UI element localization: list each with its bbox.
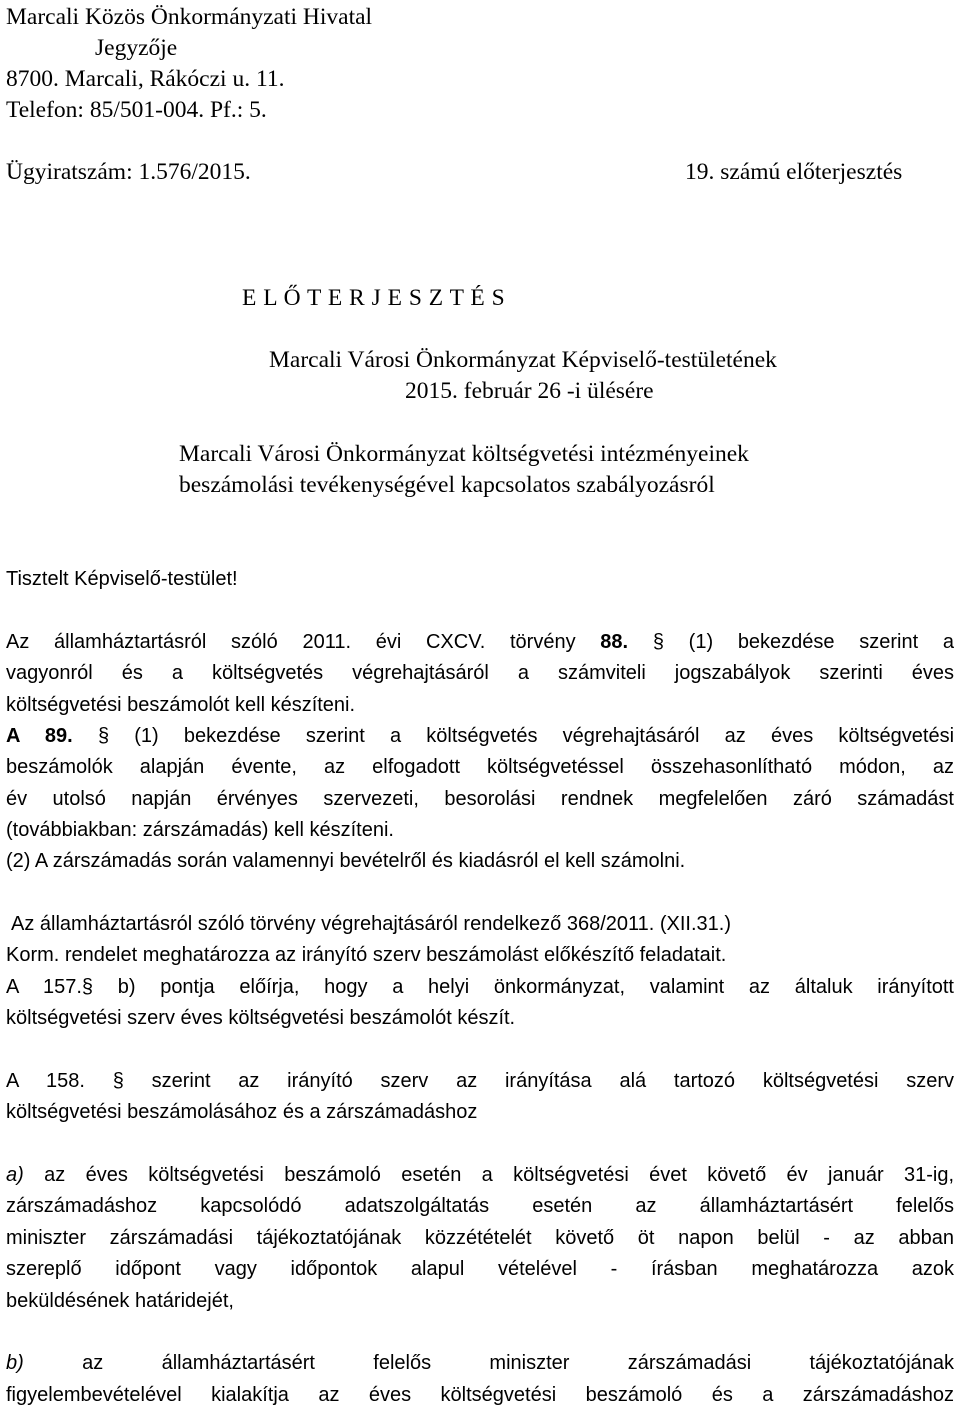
item-a-line-3: miniszter zárszámadási tájékoztatójának közzétételét követő öt napon belül - az abban	[6, 1227, 954, 1249]
para2-text: § (1) bekezdése szerint a költségvetés végrehajtásáról az éves költségvetési	[97, 725, 955, 747]
item-a-text: az éves költségvetési beszámoló esetén a költségvetési évet követő év január 31-ig,	[44, 1164, 954, 1186]
item-b-text: az államháztartásért felelős miniszter zárszámadási tájékoztatójának	[82, 1352, 954, 1374]
para4-line-2: költségvetési beszámolásához és a zárszámadáshoz	[6, 1101, 478, 1123]
office-phone: Telefon: 85/501-004. Pf.: 5.	[6, 97, 267, 123]
office-role: Jegyzője	[95, 35, 178, 61]
office-name: Marcali Közös Önkormányzati Hivatal	[6, 4, 373, 30]
case-number: Ügyiratszám: 1.576/2015.	[6, 159, 251, 185]
para1-line-2: vagyonról és a költségvetés végrehajtásáról a számviteli jogszabályok szerinti éves	[6, 662, 954, 684]
para1-text-rest: § (1) bekezdése szerint a	[652, 631, 954, 653]
item-a-line-1	[6, 1160, 954, 1191]
proposal-number: 19. számú előterjesztés	[685, 159, 903, 185]
salutation: Tisztelt Képviselő-testület!	[6, 568, 238, 590]
para3-line-2: Korm. rendelet meghatározza az irányító szerv beszámolást előkészítő feladatait.	[6, 944, 727, 966]
item-b-line-2: figyelembevételével kialakítja az éves költségvetési beszámoló és a zárszámadáshoz	[6, 1384, 954, 1406]
subject-line-1: Marcali Városi Önkormányzat költségvetési intézményeinek	[179, 441, 749, 467]
item-a-line-4: szereplő időpont vagy időpontok alapul vételével - írásban meghatározza azok	[6, 1258, 954, 1280]
item-a-line-2: zárszámadáshoz kapcsolódó adatszolgáltatás esetén az államháztartásért felelős	[6, 1195, 954, 1217]
para1-line-3: költségvetési beszámolót kell készíteni.	[6, 694, 356, 716]
subject-line-2: beszámolási tevékenységével kapcsolatos szabályozásról	[179, 472, 715, 498]
para2-line-2: beszámolók alapján évente, az elfogadott költségvetéssel összehasonlítható módon, az	[6, 756, 954, 778]
addressee-line-2: 2015. február 26 -i ülésére	[405, 378, 654, 404]
para4-line-1: A 158. § szerint az irányító szerv az irányítása alá tartozó költségvetési szerv	[6, 1070, 954, 1092]
para2-line-1	[6, 721, 954, 752]
para2-line-3: év utolsó napján érvényes szervezeti, besorolási rendnek megfelelően záró számadást	[6, 788, 954, 810]
para3-line-1: Az államháztartásról szóló törvény végrehajtásáról rendelkező 368/2011. (XII.31.)	[11, 913, 732, 935]
item-b-line-1	[6, 1348, 954, 1379]
para2-line-4: (továbbiakban: zárszámadás) kell készíteni.	[6, 819, 394, 841]
item-a-line-5: beküldésének határidejét,	[6, 1290, 234, 1312]
item-b-marker: b)	[6, 1352, 24, 1374]
para2-section: A 89.	[6, 725, 73, 747]
para1-text: Az államháztartásról szóló 2011. évi CXCV. törvény	[6, 631, 576, 653]
para3-line-4: költségvetési szerv éves költségvetési beszámolót készít.	[6, 1007, 516, 1029]
para1-line-1	[6, 627, 954, 658]
para1-section: 88.	[600, 631, 629, 653]
item-a-marker: a)	[6, 1164, 24, 1186]
para2-line-5: (2) A zárszámadás során valamennyi bevételről és kiadásról el kell számolni.	[6, 850, 686, 872]
document-title: E L Ő T E R J E S Z T É S	[242, 285, 506, 311]
para3-line-3: A 157.§ b) pontja előírja, hogy a helyi önkormányzat, valamint az általuk irányított	[6, 976, 954, 998]
office-address: 8700. Marcali, Rákóczi u. 11.	[6, 66, 285, 92]
addressee-line-1: Marcali Városi Önkormányzat Képviselő-testületének	[269, 347, 777, 373]
